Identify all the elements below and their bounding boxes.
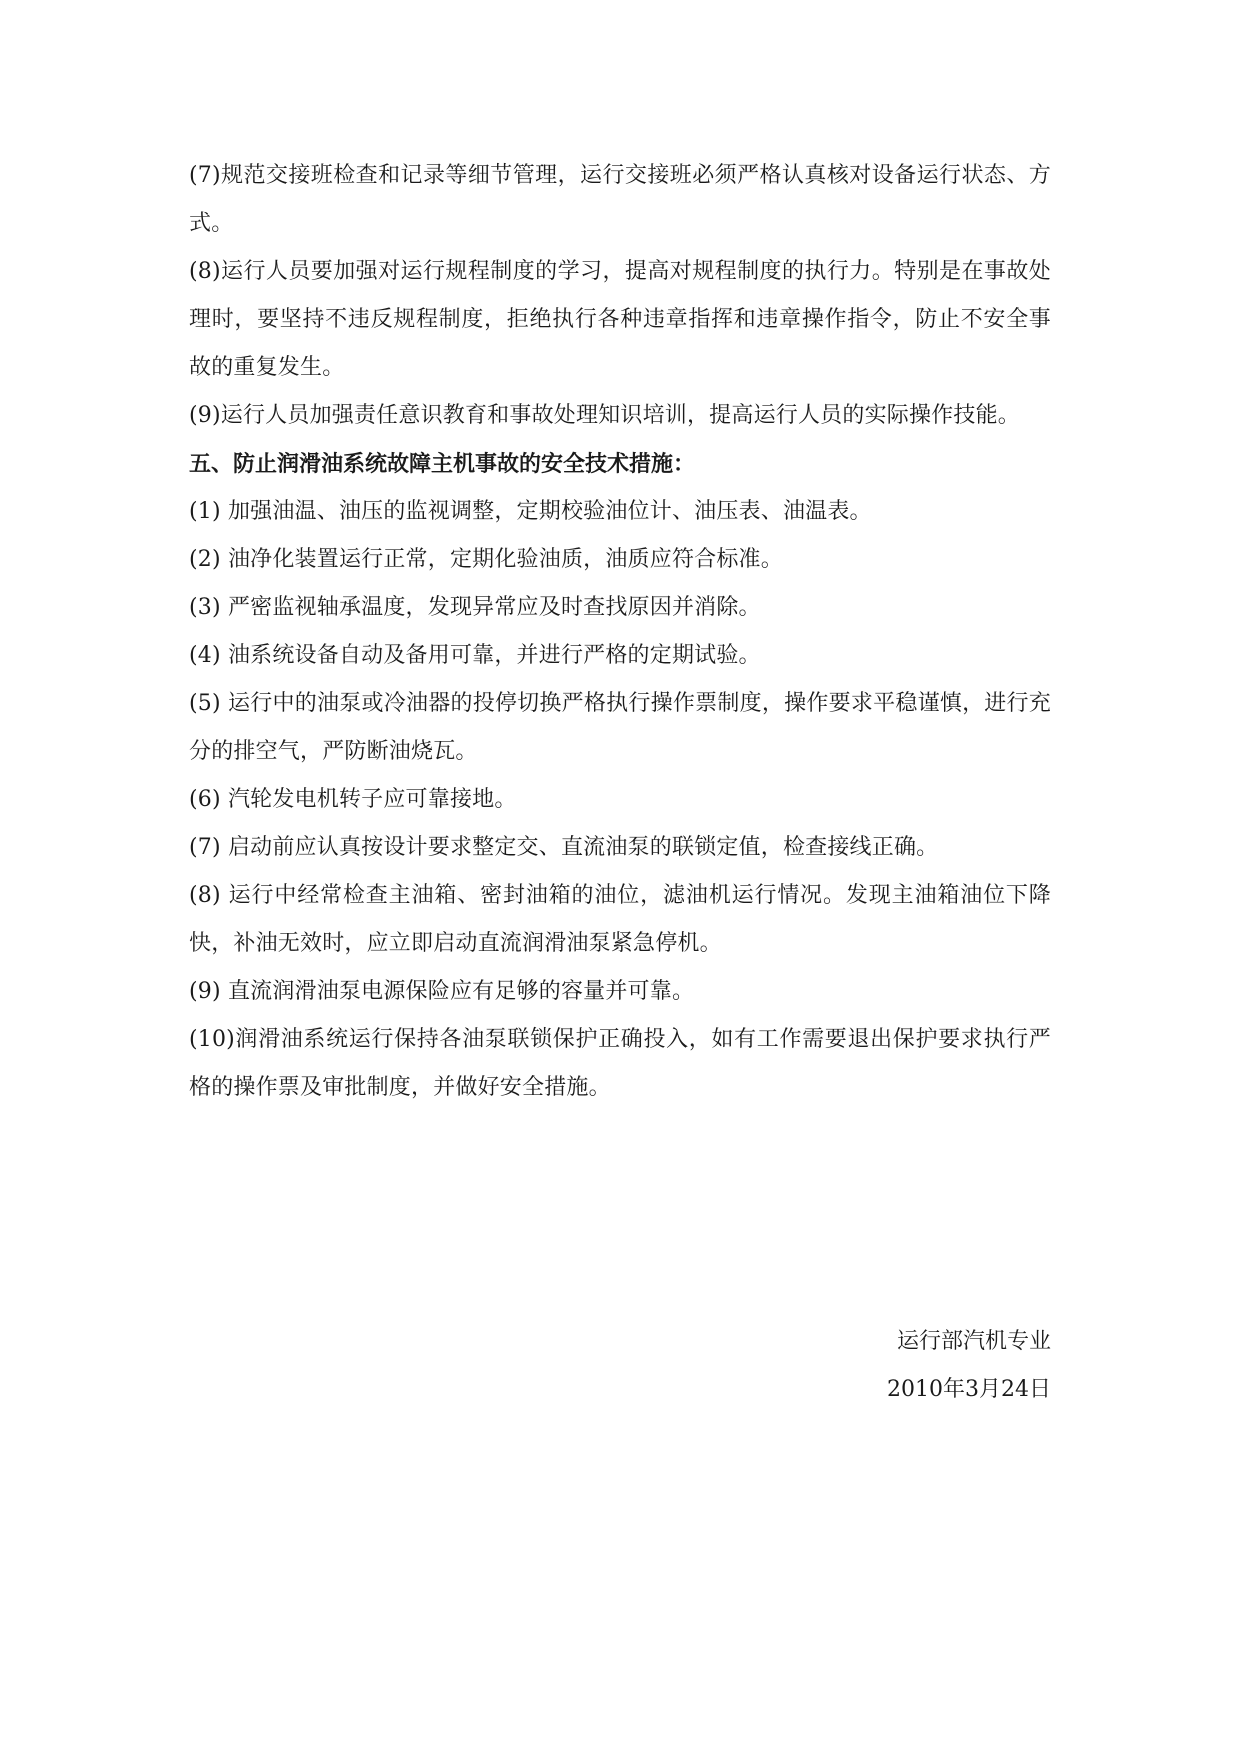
item-prev-7: (7)规范交接班检查和记录等细节管理，运行交接班必须严格认真核对设备运行状态、方式。	[189, 163, 1051, 236]
measure-item-10: (10)润滑油系统运行保持各油泵联锁保护正确投入，如有工作需要退出保护要求执行严格的操作票及审批制度，并做好安全措施。	[189, 1027, 1051, 1100]
item-prev-8: (8)运行人员要加强对运行规程制度的学习，提高对规程制度的执行力。特别是在事故处理时，要坚持不违反规程制度，拒绝执行各种违章指挥和违章操作指令，防止不安全事故的重复发生。	[189, 259, 1051, 380]
measure-item-1: (1) 加强油温、油压的监视调整，定期校验油位计、油压表、油温表。	[189, 499, 872, 524]
measure-item-8: (8) 运行中经常检查主油箱、密封油箱的油位，滤油机运行情况。发现主油箱油位下降快，补油无效时，应立即启动直流润滑油泵紧急停机。	[189, 883, 1051, 956]
measure-item-9: (9) 直流润滑油泵电源保险应有足够的容量并可靠。	[189, 979, 695, 1004]
measure-item-2: (2) 油净化装置运行正常，定期化验油质，油质应符合标准。	[189, 547, 783, 572]
item-prev-9: (9)运行人员加强责任意识教育和事故处理知识培训，提高运行人员的实际操作技能。	[189, 403, 1020, 428]
measure-item-7: (7) 启动前应认真按设计要求整定交、直流油泵的联锁定值，检查接线正确。	[189, 835, 939, 860]
measure-item-4: (4) 油系统设备自动及备用可靠，并进行严格的定期试验。	[189, 643, 761, 668]
measure-item-3: (3) 严密监视轴承温度，发现异常应及时查找原因并消除。	[189, 595, 761, 620]
measure-item-6: (6) 汽轮发电机转子应可靠接地。	[189, 787, 517, 812]
signature-date: 2010年3月24日	[887, 1377, 1051, 1402]
document-body	[189, 152, 1051, 1112]
signature-department: 运行部汽机专业	[896, 1329, 1051, 1354]
section-heading: 五、防止润滑油系统故障主机事故的安全技术措施：	[189, 451, 696, 477]
measure-item-5: (5) 运行中的油泵或冷油器的投停切换严格执行操作票制度，操作要求平稳谨慎，进行充分的排空气，严防断油烧瓦。	[189, 691, 1051, 764]
